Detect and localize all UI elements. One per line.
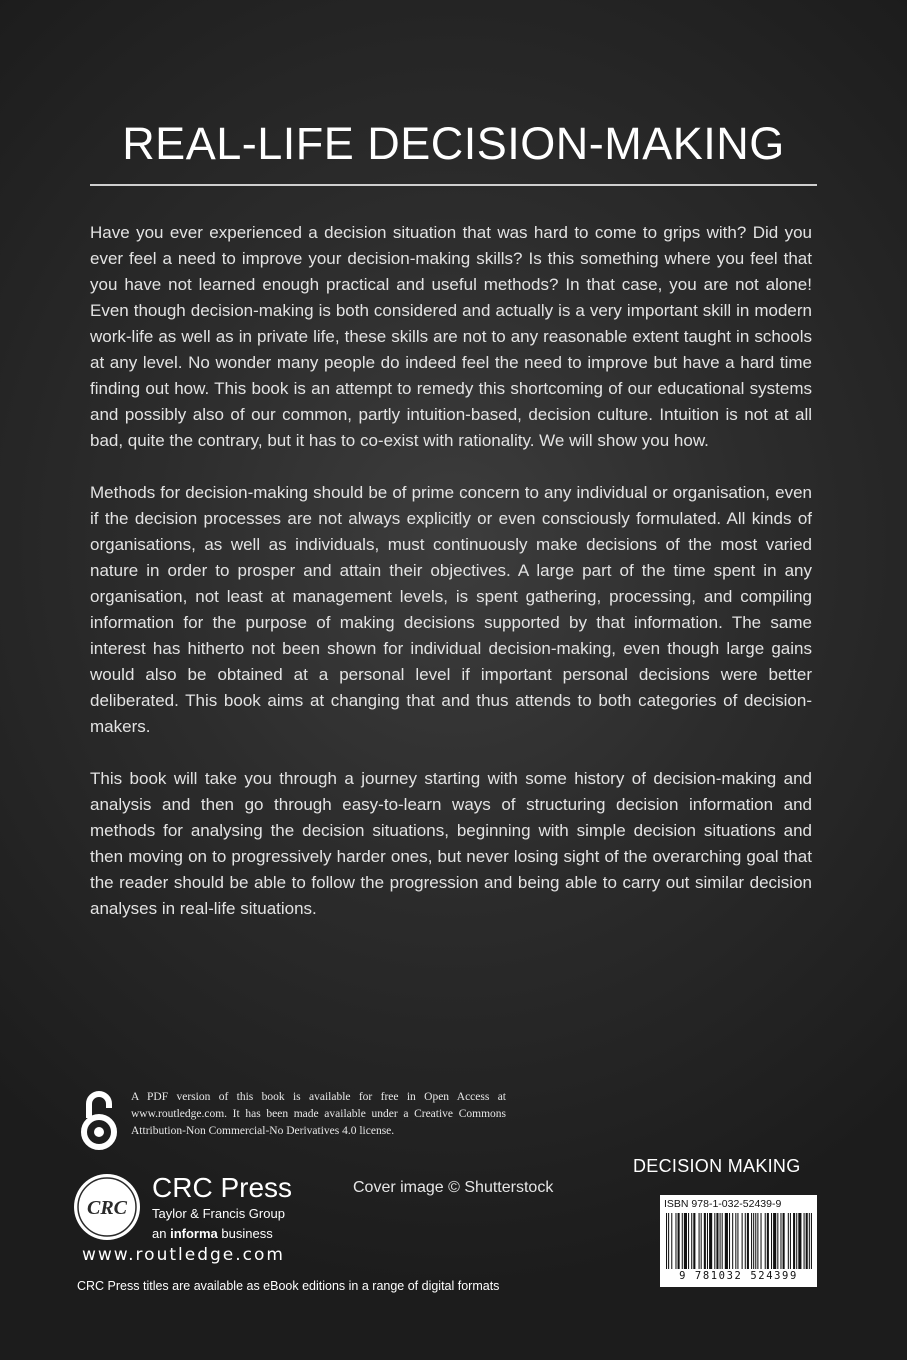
barcode-bar [798,1213,801,1269]
barcode-bar [809,1213,810,1269]
barcode-bar [735,1213,736,1269]
barcode-bar [671,1213,672,1269]
barcode-bar [684,1213,687,1269]
barcode-bar [788,1213,789,1269]
barcode-bar [753,1213,754,1269]
barcode-bar [811,1213,812,1269]
barcode-bar [722,1213,723,1269]
barcode-bar [737,1213,738,1269]
publisher-informa [152,1226,273,1241]
barcode-digits: 9 781032 524399 [679,1270,798,1282]
barcode-panel [660,1195,817,1287]
crc-logo-icon [72,1172,142,1242]
barcode-bar [720,1213,721,1269]
subject-category: DECISION MAKING [633,1156,801,1176]
blurb-paragraph-2: Methods for decision-making should be of prime concern to any individual or organisation, even if the decision processes are not always explicitly or even consciously formulated. All kinds of organisations, as well as individuals, must continuously make decisions of the most varied nature in order to prosper and attain their objectives. A large part of the time spent in any organisation, not least at management levels, is spent gathering, processing, and compiling information for the purpose of making decisions supported by that information. The same interest has hitherto not been shown for individual decision-making, even though large gains would also be obtained at a personal level if important personal decisions were better deliberated. This book aims at changing that and thus attends to both categories of decision-makers. [90,483,812,736]
barcode-bar [767,1213,769,1269]
barcode-bar [757,1213,758,1269]
barcode-bar [668,1213,669,1269]
barcode-bar [773,1213,776,1269]
barcode-bar [747,1213,749,1269]
blurb-paragraph-1: Have you ever experienced a decision situation that was hard to come to grips with? Did you ever feel a need to improve your decision-making skills? Is this something where you feel that you have not learned enough practical and useful methods? In that case, you are not alone! Even though decision-making is both considered and actually is a very important skill in modern work-life as well as in private life, these skills are not to any reasonable extent taught in schools at any level. No wonder many people do indeed feel the need to improve but have a hard time finding out how. This book is an attempt to remedy this shortcoming of our educational systems and possibly also of our common, partly intuition-based, decision culture. Intuition is not at all bad, quite the contrary, but it has to co-exist with rationality. We will show you how. [90,223,812,450]
barcode-bar [675,1213,676,1269]
barcode-bar [682,1213,683,1269]
open-access-icon [77,1088,121,1152]
barcode-bar [691,1213,692,1269]
open-access-notice: A PDF version of this book is available for free in Open Access at www.routledge.com. It has been made available under a Creative Commons Attribution-Non Commercial-No Derivatives 4.0 license. [131,1091,506,1137]
barcode-bar [678,1213,680,1269]
blurb-paragraph-3: This book will take you through a journey starting with some history of decision-making and analysis and then go through easy-to-learn ways of structuring decision information and methods for analysing the decision situations, beginning with simple decision situations and then moving on to progressively harder ones, but never losing sight of the overarching goal that the reader should be able to follow the progression and being able to carry out similar decision analyses in real-life situations. [90,769,812,918]
publisher-name: CRC Press [152,1172,293,1203]
barcode-bar [783,1213,785,1269]
publisher-group: Taylor & Francis Group [152,1206,285,1221]
cover-image-credit: Cover image © Shutterstock [353,1179,554,1196]
barcode-bar [742,1213,743,1269]
barcode-bar [729,1213,730,1269]
title-divider [90,184,817,186]
barcode-bar [701,1213,702,1269]
barcode-bar [765,1213,766,1269]
barcode-bar [666,1213,667,1269]
barcode-bar [745,1213,746,1269]
book-title: REAL-LIFE DECISION-MAKING [122,118,785,169]
crc-logo-text: CRC [86,1197,128,1219]
barcode-bar [714,1213,715,1269]
barcode-bar [732,1213,733,1269]
barcode-bar [777,1213,778,1269]
barcode-bar [796,1213,797,1269]
informa-prefix: an [152,1226,167,1241]
barcode-bar [806,1213,808,1269]
barcode-bar [709,1213,712,1269]
barcode-bar [761,1213,762,1269]
barcode-bar [693,1213,695,1269]
blurb [90,220,812,948]
informa-brand: informa [170,1226,218,1241]
barcode-bar [688,1213,689,1269]
barcode-bar [716,1213,718,1269]
barcode-bar [804,1213,805,1269]
isbn-number: ISBN 978-1-032-52439-9 [664,1198,782,1210]
barcode-bar [755,1213,756,1269]
barcode-bar [707,1213,708,1269]
ebook-note: CRC Press titles are available as eBook editions in a range of digital formats [77,1279,500,1293]
publisher-website[interactable]: www.routledge.com [82,1245,285,1265]
barcode-bar [704,1213,706,1269]
barcode-bar [793,1213,795,1269]
barcode-bar [771,1213,772,1269]
barcode-bar [725,1213,728,1269]
barcode-bar [699,1213,700,1269]
barcode-bar [790,1213,791,1269]
informa-suffix: business [221,1226,273,1241]
barcode-bar [751,1213,752,1269]
barcode-icon [664,1213,813,1269]
barcode-bar [780,1213,781,1269]
